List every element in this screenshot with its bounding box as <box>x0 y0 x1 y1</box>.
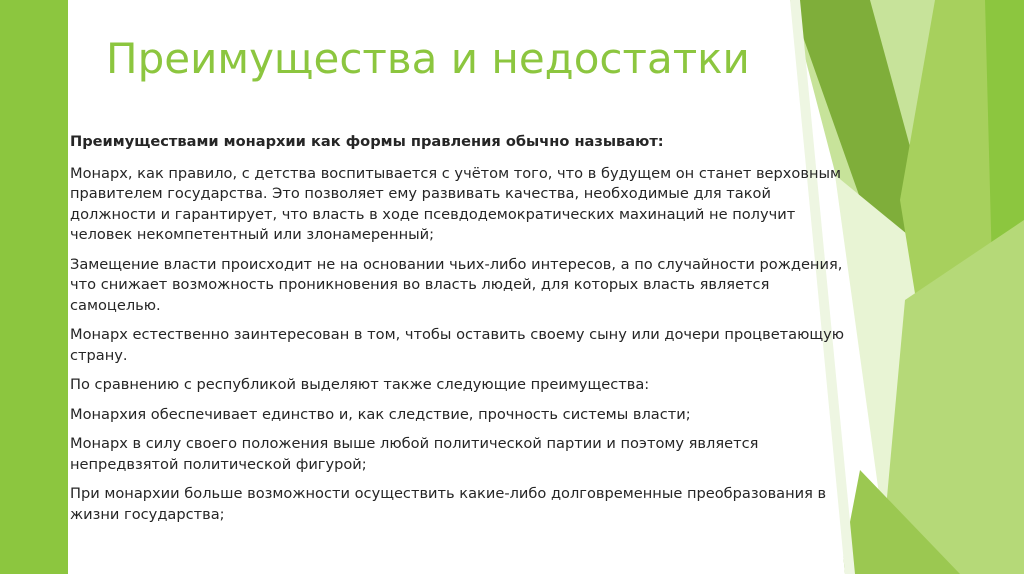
slide-body <box>70 132 860 534</box>
paragraph-4: По сравнению с республикой выделяют также следующие преимущества: <box>70 376 650 393</box>
page-title: Преимущества и недостатки <box>106 34 750 83</box>
paragraph-6: Монарх в силу своего положения выше любой политической партии и поэтому является непредвзятой политической фигурой; <box>70 435 759 473</box>
paragraph-7: При монархии больше возможности осуществить какие-либо долговременные преобразования в жизни государства; <box>70 485 827 523</box>
paragraph-2: Замещение власти происходит не на основании чьих-либо интересов, а по случайности рождения, что снижает возможность проникновения во власть людей, для которых власть является самоцелью. <box>70 255 843 314</box>
left-green-band <box>0 0 68 574</box>
paragraph-3: Монарх естественно заинтересован в том, чтобы оставить своему сыну или дочери процветающую страну. <box>70 326 845 364</box>
paragraph-1: Монарх, как правило, с детства воспитывается с учётом того, что в будущем он станет верховным правителем государства. Это позволяет ему развивать качества, необходимые для такой должности и гарантирует, что власть в ходе псевдодемократических махинаций не получит человек некомпетентный или злонамеренный; <box>70 164 842 243</box>
paragraph-5: Монархия обеспечивает единство и, как следствие, прочность системы власти; <box>70 405 691 423</box>
lead-text: Преимуществами монархии как формы правления обычно называют: <box>70 133 664 150</box>
